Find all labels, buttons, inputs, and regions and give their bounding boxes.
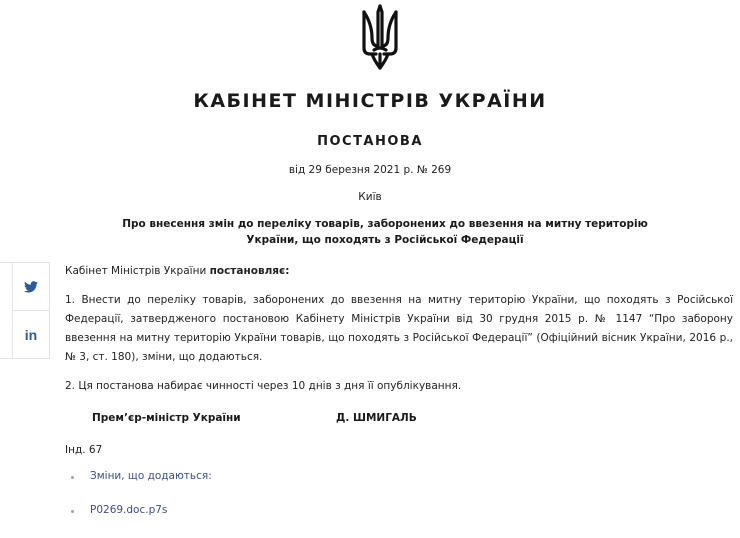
document-heading: Про внесення змін до переліку товарів, заборонених до ввезення на митну територію України, що походять з Російської Федерації [122, 218, 648, 246]
linkedin-share-button[interactable] [12, 310, 50, 358]
signatory-position: Прем’єр-міністр України [92, 412, 241, 424]
resolution-intro [65, 262, 733, 281]
document-date-number: від 29 березня 2021 р. № 269 [288, 164, 452, 176]
twitter-icon [24, 281, 38, 293]
twitter-share-button[interactable] [12, 263, 50, 310]
document-city: Київ [358, 191, 382, 203]
linkedin-icon: in [24, 326, 38, 343]
attachment-link-changes[interactable]: Зміни, що додаються: [90, 470, 212, 482]
document-type: ПОСТАНОВА [317, 134, 423, 149]
trident-icon [356, 2, 404, 74]
signatory-name: Д. ШМИГАЛЬ [336, 412, 417, 424]
attachment-item [70, 470, 212, 504]
social-share-panel [0, 262, 50, 359]
resolution-item-2: 2. Ця постанова набирає чинності через 10 днів з дня її опублікування. [65, 380, 462, 392]
attachments-list [70, 470, 212, 538]
resolution-item-1: 1. Внести до переліку товарів, заборонених до ввезення на митну територію України, що походять з Російської Федерації, затвердженого постановою Кабінету Міністрів України від 30 грудня 2015 р. № 1147 “Про заборону ввезення на митну територію України товарів, що походять з Російської Федерації” (Офіційний вісник України, 2016 р., № 3, ст. 180), зміни, що додаються. [65, 294, 733, 363]
index-number: Інд. 67 [65, 444, 103, 456]
org-title: КАБІНЕТ МІНІСТРІВ УКРАЇНИ [193, 90, 547, 112]
intro-resolves: постановляє: [209, 265, 290, 277]
attachment-link-signature-file[interactable]: P0269.doc.p7s [90, 504, 168, 516]
intro-prefix: Кабінет Міністрів України [65, 265, 207, 277]
